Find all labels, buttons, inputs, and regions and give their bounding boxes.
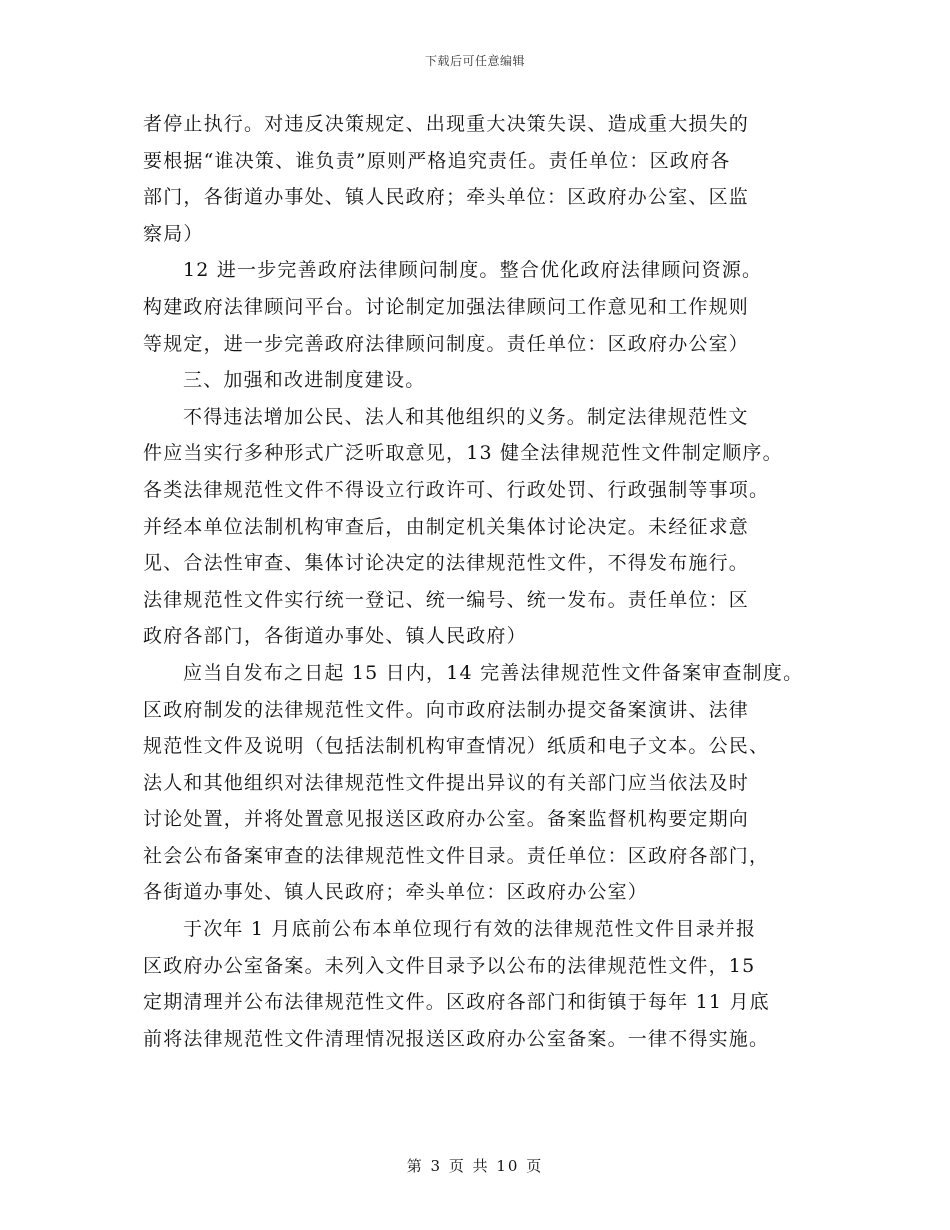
text-line: 等规定，进一步完善政府法律顾问制度。责任单位：区政府办公室） [143, 332, 750, 355]
text-line: 前将法律规范性文件清理情况报送区政府办公室备案。一律不得实施。 [143, 1027, 770, 1050]
text-line: 法人和其他组织对法律规范性文件提出异议的有关部门应当依法及时 [143, 771, 750, 794]
text-line: 不得违法增加公民、法人和其他组织的义务。制定法律规范性文 [183, 405, 749, 428]
text-line: 察局） [143, 222, 204, 245]
text-line: 三、加强和改进制度建设。 [183, 369, 426, 392]
text-line: 各类法律规范性文件不得设立行政许可、行政处罚、行政强制等事项。 [143, 478, 770, 501]
text-line: 部门，各街道办事处、镇人民政府；牵头单位：区政府办公室、区监 [143, 186, 750, 209]
text-line: 见、合法性审查、集体讨论决定的法律规范性文件，不得发布施行。 [143, 552, 750, 575]
page-number: 第 3 页 共 10 页 [406, 1157, 544, 1175]
text-line: 政府各部门，各街道办事处、镇人民政府） [143, 625, 527, 648]
text-line: 讨论处置，并将处置意见报送区政府办公室。备案监督机构要定期向 [143, 808, 750, 831]
text-line: 并经本单位法制机构审查后，由制定机关集体讨论决定。未经征求意 [143, 515, 750, 538]
text-line: 12 进一步完善政府法律顾问制度。整合优化政府法律顾问资源。 [183, 259, 763, 282]
text-line: 区政府办公室备案。未列入文件目录予以公布的法律规范性文件，15 [143, 954, 756, 977]
text-line: 法律规范性文件实行统一登记、统一编号、统一发布。责任单位：区 [143, 588, 750, 611]
text-line: 应当自发布之日起 15 日内，14 完善法律规范性文件备案审查制度。 [183, 661, 804, 684]
text-line: 要根据“谁决策、谁负责”原则严格追究责任。责任单位：区政府各 [143, 149, 731, 172]
text-line: 区政府制发的法律规范性文件。向市政府法制办提交备案演讲、法律 [143, 698, 750, 721]
header-note: 下载后可任意编辑 [424, 54, 525, 68]
document-body [143, 106, 823, 1057]
text-line: 构建政府法律顾问平台。讨论制定加强法律顾问工作意见和工作规则 [143, 295, 750, 318]
text-line: 规范性文件及说明（包括法制机构审查情况）纸质和电子文本。公民、 [143, 735, 770, 758]
text-line: 者停止执行。对违反决策规定、出现重大决策失误、造成重大损失的 [143, 113, 750, 135]
text-line: 定期清理并公布法律规范性文件。区政府各部门和街镇于每年 11 月底 [143, 991, 770, 1014]
text-line: 社会公布备案审查的法律规范性文件目录。责任单位：区政府各部门， [143, 844, 770, 867]
text-line: 于次年 1 月底前公布本单位现行有效的法律规范性文件目录并报 [183, 918, 757, 941]
text-line: 件应当实行多种形式广泛听取意见，13 健全法律规范性文件制定顺序。 [143, 442, 783, 465]
text-line: 各街道办事处、镇人民政府；牵头单位：区政府办公室） [143, 881, 649, 904]
